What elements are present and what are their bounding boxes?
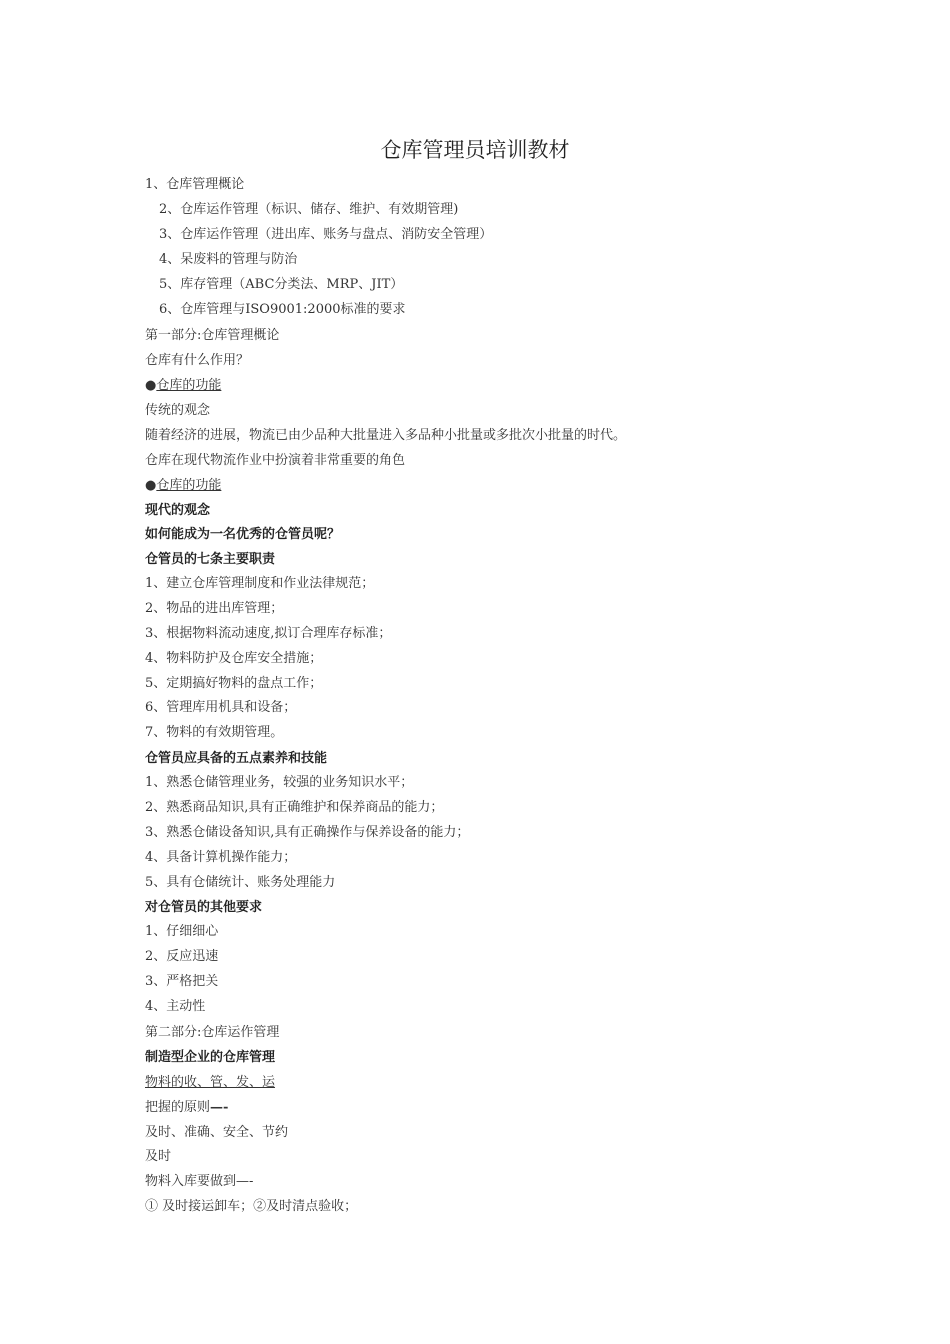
paragraph: ① 及时接运卸车；②及时清点验收；: [145, 1199, 358, 1214]
list-item: 4、具备计算机操作能力；: [145, 850, 297, 865]
list-item: 3、严格把关: [145, 974, 219, 989]
toc-item: 4、呆废料的管理与防治: [159, 252, 298, 267]
paragraph: 随着经济的进展，物流已由少品种大批量进入多品种小批量或多批次小批量的时代。: [145, 428, 627, 443]
section-heading: 仓管员应具备的五点素养和技能: [145, 751, 328, 766]
part2-heading: 第二部分:仓库运作管理: [145, 1025, 280, 1040]
section-heading: 仓管员的七条主要职责: [145, 552, 276, 567]
paragraph: 及时、准确、安全、节约: [145, 1125, 289, 1140]
paragraph: 仓库在现代物流作业中扮演着非常重要的角色: [145, 453, 406, 468]
paragraph: 物料入库要做到—-: [145, 1174, 254, 1189]
principle-dash: —-: [210, 1100, 229, 1115]
section-link: 物料的收、管、发、运: [145, 1075, 276, 1090]
paragraph: 传统的观念: [145, 403, 211, 418]
toc-item: 3、仓库运作管理（进出库、账务与盘点、消防安全管理）: [159, 227, 493, 242]
list-item: 1、仔细细心: [145, 924, 219, 939]
toc-item: 1、仓库管理概论: [145, 177, 245, 192]
paragraph: [145, 1098, 228, 1118]
list-item: 3、根据物料流动速度,拟订合理库存标准；: [145, 626, 392, 641]
bullet-item: [145, 476, 221, 496]
document-title: 仓库管理员培训教材: [380, 138, 570, 162]
principle-label: 把握的原则: [145, 1100, 211, 1115]
list-item: 4、主动性: [145, 999, 206, 1014]
section-heading: 现代的观念: [145, 503, 211, 518]
list-item: 2、反应迅速: [145, 949, 219, 964]
bullet-icon: ●: [145, 378, 157, 393]
bullet-item: [145, 376, 221, 396]
section-heading: 制造型企业的仓库管理: [145, 1050, 276, 1065]
part1-heading: 第一部分:仓库管理概论: [145, 328, 280, 343]
section-link: 仓库的功能: [156, 378, 222, 393]
list-item: 5、定期搞好物料的盘点工作；: [145, 676, 323, 691]
list-item: 5、具有仓储统计、账务处理能力: [145, 875, 336, 890]
section-heading: 对仓管员的其他要求: [145, 900, 263, 915]
list-item: 2、熟悉商品知识,具有正确维护和保养商品的能力；: [145, 800, 444, 815]
section-link: 仓库的功能: [156, 478, 222, 493]
list-item: 1、建立仓库管理制度和作业法律规范；: [145, 576, 375, 591]
question-text: 仓库有什么作用？: [145, 353, 250, 368]
toc-item: 6、仓库管理与ISO9001:2000标准的要求: [159, 302, 406, 317]
list-item: 3、熟悉仓储设备知识,具有正确操作与保养设备的能力；: [145, 825, 470, 840]
list-item: 4、物料防护及仓库安全措施；: [145, 651, 323, 666]
list-item: 2、物品的进出库管理；: [145, 601, 284, 616]
bullet-icon: ●: [145, 478, 157, 493]
list-item: 7、物料的有效期管理。: [145, 725, 284, 740]
toc-item: 5、库存管理（ABC分类法、MRP、JIT）: [159, 277, 404, 292]
toc-item: 2、仓库运作管理（标识、储存、维护、有效期管理): [159, 202, 459, 217]
section-heading: 如何能成为一名优秀的仓管员呢？: [145, 527, 341, 542]
list-item: 6、管理库用机具和设备；: [145, 700, 297, 715]
paragraph: 及时: [145, 1149, 172, 1164]
list-item: 1、熟悉仓储管理业务，较强的业务知识水平；: [145, 775, 414, 790]
